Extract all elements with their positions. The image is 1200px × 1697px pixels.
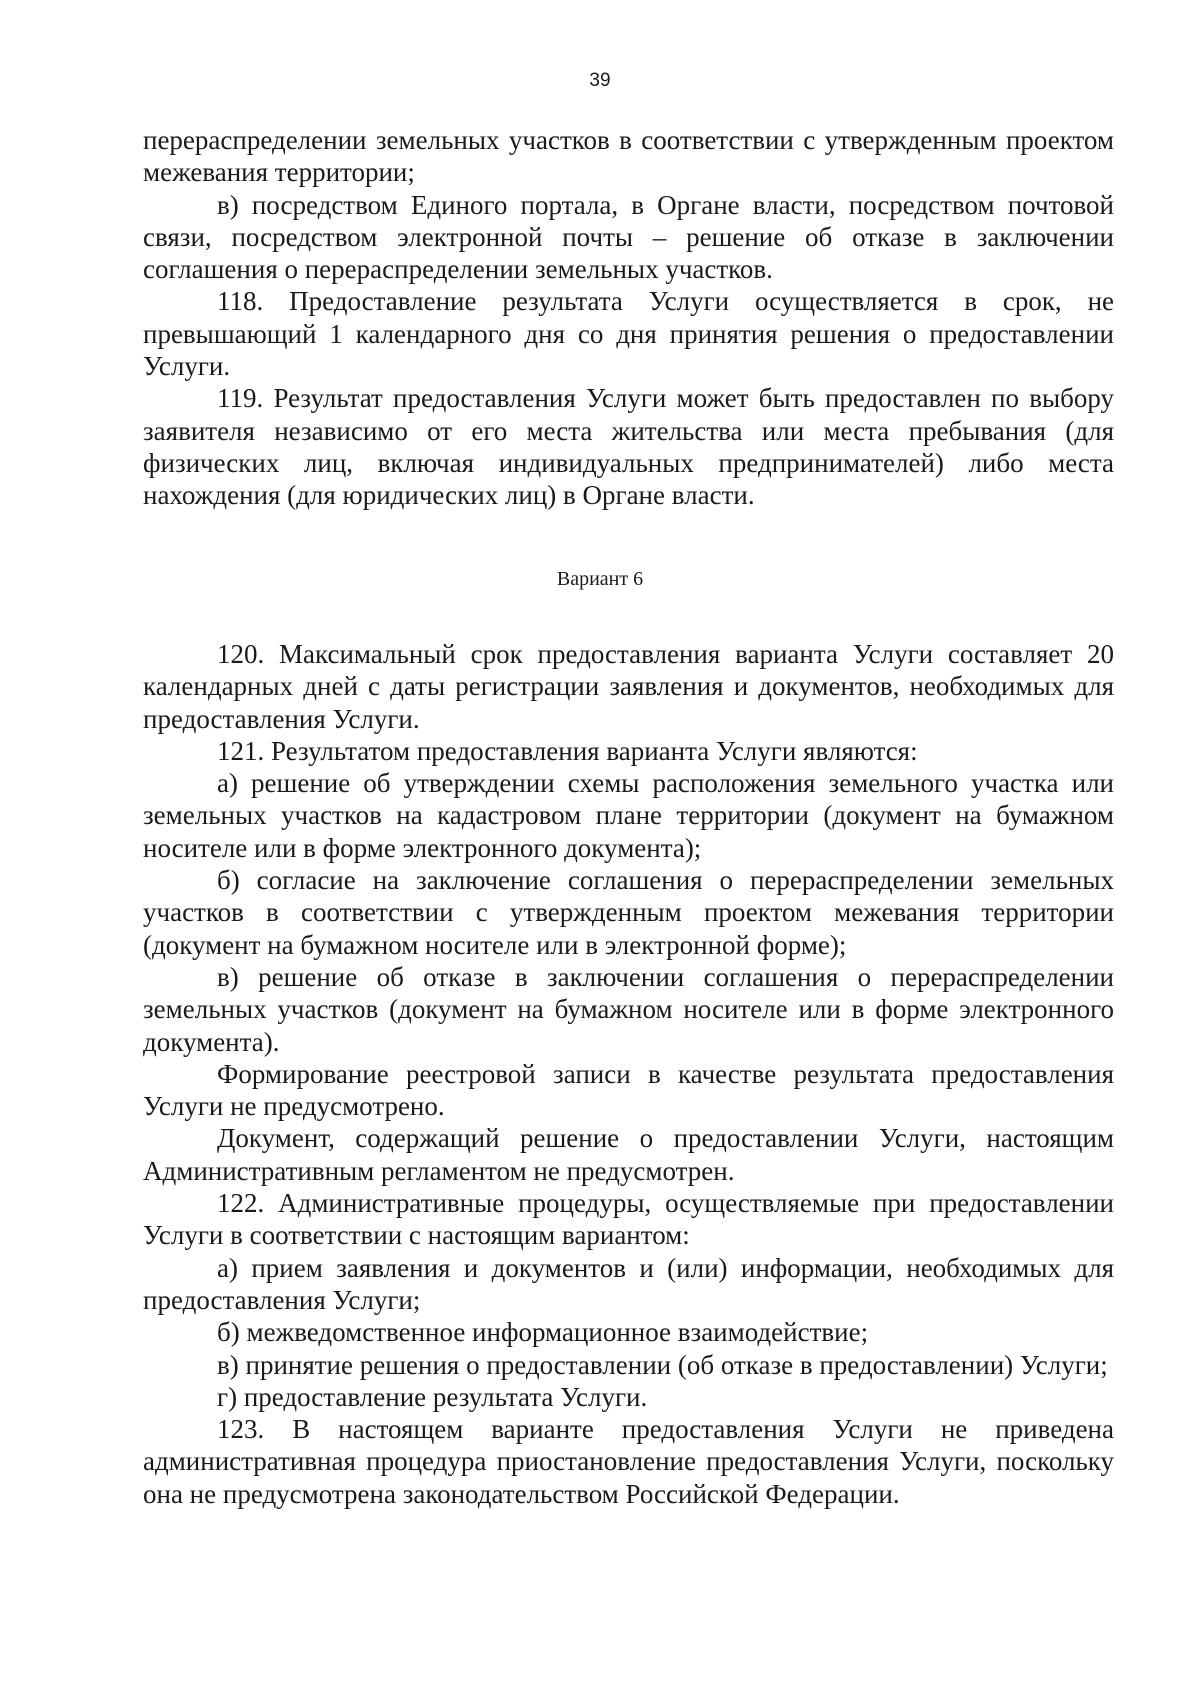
paragraph-121-a: а) решение об утверждении схемы расположения земельного участка или земельных участков на кадастровом плане территории (документ на бумажном носителе или в форме электронного документа);	[143, 768, 1114, 863]
paragraph-121-b: б) согласие на заключение соглашения о перераспределении земельных участков в соответствии с утвержденным проектом межевания территории (документ на бумажном носителе или в электронной форме);	[143, 865, 1114, 960]
paragraph-item-v-delivery: в) посредством Единого портала, в Органе власти, посредством почтовой связи, посредством электронной почты – решение об отказе в заключении соглашения о перераспределении земельных участков.	[143, 189, 1114, 285]
paragraph-122-v: в) принятие решения о предоставлении (об отказе в предоставлении) Услуги;	[217, 1349, 1108, 1380]
bottom-text-block	[143, 638, 1114, 1510]
paragraph-122-a: а) прием заявления и документов и (или) информации, необходимых для предоставления Услуги;	[143, 1252, 1114, 1315]
paragraph-122-g: г) предоставление результата Услуги.	[217, 1381, 648, 1412]
paragraph-122: 122. Административные процедуры, осуществляемые при предоставлении Услуги в соответствии с настоящим вариантом:	[143, 1188, 1114, 1251]
page-number: 39	[589, 70, 611, 91]
variant-heading: Вариант 6	[556, 568, 644, 590]
paragraph-120: 120. Максимальный срок предоставления варианта Услуги составляет 20 календарных дней с даты регистрации заявления и документов, необходимых для предоставления Услуги.	[143, 639, 1114, 734]
paragraph-continuation: перераспределении земельных участков в соответствии с утвержденным проектом межевания территории;	[143, 125, 1114, 188]
paragraph-decision-document: Документ, содержащий решение о предоставлении Услуги, настоящим Административным регламентом не предусмотрен.	[143, 1123, 1114, 1186]
top-text-block	[143, 124, 1114, 512]
paragraph-118: 118. Предоставление результата Услуги осуществляется в срок, не превышающий 1 календарного дня со дня принятия решения о предоставлении Услуги.	[143, 286, 1114, 382]
paragraph-119: 119. Результат предоставления Услуги может быть предоставлен по выбору заявителя независимо от его места жительства или места пребывания (для физических лиц, включая индивидуальных предпринимателей) либо места нахождения (для юридических лиц) в Органе власти.	[143, 383, 1114, 511]
paragraph-121-v: в) решение об отказе в заключении соглашения о перераспределении земельных участков (документ на бумажном носителе или в форме электронного документа).	[143, 961, 1114, 1057]
paragraph-122-b: б) межведомственное информационное взаимодействие;	[217, 1317, 869, 1348]
paragraph-121: 121. Результатом предоставления варианта Услуги являются:	[217, 735, 918, 766]
paragraph-123: 123. В настоящем варианте предоставления Услуги не приведена административная процедура приостановление предоставления Услуги, поскольку она не предусмотрена законодательством Российской Федерации.	[143, 1414, 1114, 1509]
paragraph-registry-record: Формирование реестровой записи в качестве результата предоставления Услуги не предусмотрено.	[143, 1058, 1114, 1122]
